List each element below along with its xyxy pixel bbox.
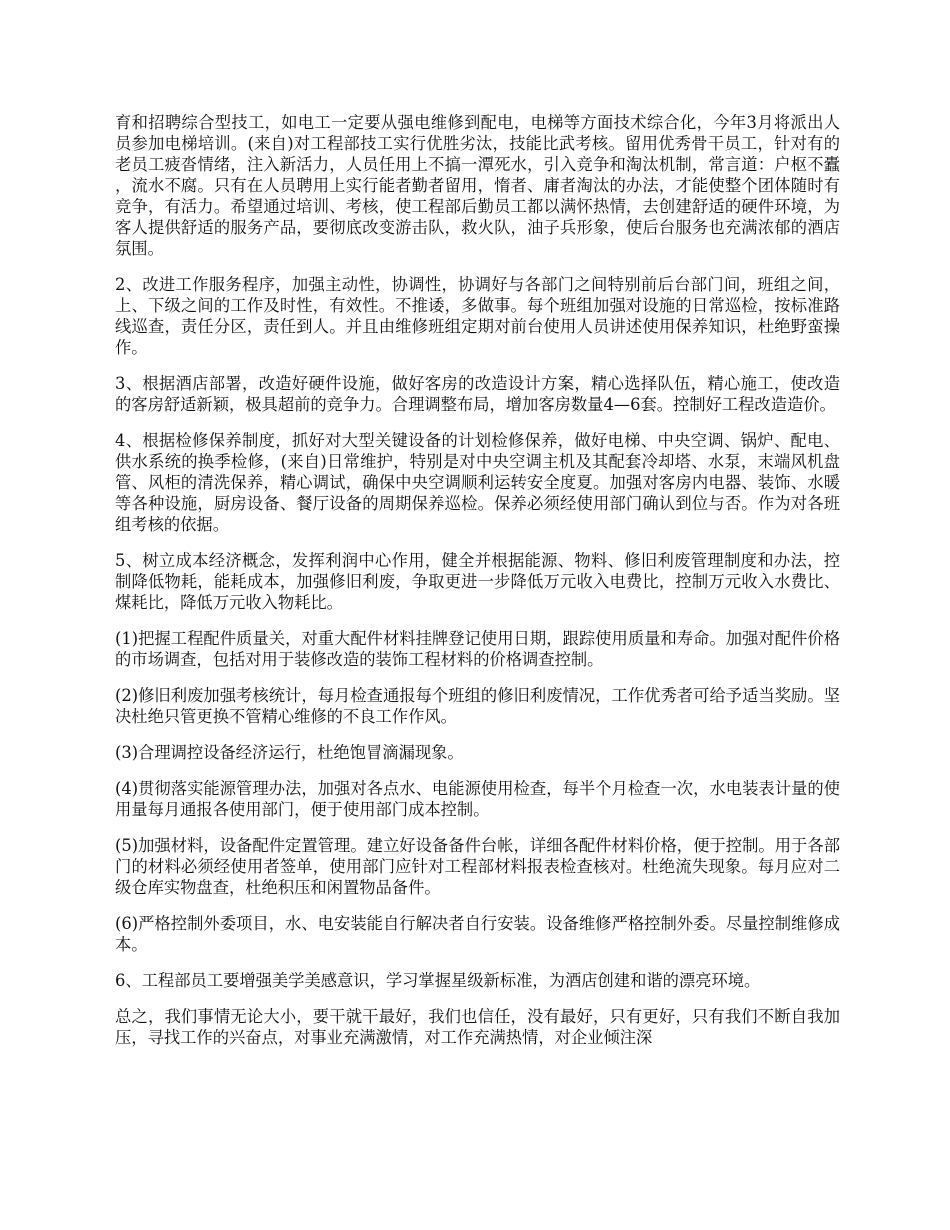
paragraph-item-3: 3、根据酒店部署，改造好硬件设施，做好客房的改造设计方案，精心选择队伍，精心施工，使改造的客房舒适新颖，极具超前的竞争力。合理调整布局，增加客房数量4—6套。控制好工程改造造价。 (115, 374, 840, 414)
paragraph-training: 育和招聘综合型技工，如电工一定要从强电维修到配电，电梯等方面技术综合化，今年3月将派出人员参加电梯培训。(来自)对工程部技工实行优胜劣汰，技能比武考核。留用优秀骨干员工，针对有的老员工疲沓情绪，注入新活力，人员任用上不搞一潭死水，引入竞争和淘汰机制，常言道：户枢不蠹，流水不腐。只有在人员聘用上实行能者勤者留用，惰者、庸者淘汰的办法，才能使整个团体随时有竞争，有活力。希望通过培训、考核，使工程部后勤员工都以满怀热情，去创建舒适的硬件环境，为客人提供舒适的服务产品，要彻底改变游击队，救火队，油子兵形象，使后台服务也充满浓郁的酒店氛围。 (115, 113, 840, 258)
paragraph-subitem-1: (1)把握工程配件质量关，对重大配件材料挂牌登记使用日期，跟踪使用质量和寿命。加强对配件价格的市场调查，包括对用于装修改造的装饰工程材料的价格调查控制。 (115, 629, 840, 669)
document-body (115, 112, 840, 1048)
paragraph-subitem-5: (5)加强材料，设备配件定置管理。建立好设备备件台帐，详细各配件材料价格，便于控制。用于各部门的材料必须经使用者签单，使用部门应针对工程部材料报表检查核对。杜绝流失现象。每月应对二级仓库实物盘查，杜绝积压和闲置物品备件。 (115, 836, 840, 897)
paragraph-subitem-6: (6)严格控制外委项目，水、电安装能自行解决者自行安装。设备维修严格控制外委。尽量控制维修成本。 (115, 914, 840, 954)
paragraph-subitem-3: (3)合理调控设备经济运行，杜绝饱冒滴漏现象。 (115, 743, 464, 762)
paragraph-subitem-2: (2)修旧利废加强考核统计，每月检查通报每个班组的修旧利废情况，工作优秀者可给予适当奖励。坚决杜绝只管更换不管精心维修的不良工作作风。 (115, 686, 840, 726)
paragraph-item-5: 5、树立成本经济概念，发挥利润中心作用，健全并根据能源、物料、修旧利废管理制度和办法，控制降低物耗，能耗成本，加强修旧利废，争取更进一步降低万元收入电费比，控制万元收入水费比、煤耗比，降低万元收入物耗比。 (115, 551, 840, 612)
paragraph-item-4: 4、根据检修保养制度，抓好对大型关键设备的计划检修保养，做好电梯、中央空调、锅炉、配电、供水系统的换季检修，(来自)日常维护，特别是对中央空调主机及其配套冷却塔、水泵，末端风机盘管、风柜的清洗保养，精心调试，确保中央空调顺利运转安全度夏。加强对客房内电器、装饰、水暖等各种设施，厨房设备、餐厅设备的周期保养巡检。保养必须经使用部门确认到位与否。作为对各班组考核的依据。 (115, 431, 840, 534)
paragraph-summary: 总之，我们事情无论大小，要干就干最好，我们也信任，没有最好，只有更好，只有我们不断自我加压，寻找工作的兴奋点，对事业充满激情，对工作充满热情，对企业倾注深 (115, 1007, 840, 1047)
paragraph-subitem-4: (4)贯彻落实能源管理办法，加强对各点水、电能源使用检查，每半个月检查一次，水电装表计量的使用量每月通报各使用部门，便于使用部门成本控制。 (115, 779, 840, 819)
paragraph-item-6: 6、工程部员工要增强美学美感意识，学习掌握星级新标准，为酒店创建和谐的漂亮环境。 (115, 971, 761, 990)
paragraph-item-2: 2、改进工作服务程序，加强主动性，协调性，协调好与各部门之间特别前后台部门间，班组之间，上、下级之间的工作及时性，有效性。不推诿，多做事。每个班组加强对设施的日常巡检，按标准路线巡查，责任分区，责任到人。并且由维修班组定期对前台使用人员讲述使用保养知识，杜绝野蛮操作。 (115, 275, 840, 357)
